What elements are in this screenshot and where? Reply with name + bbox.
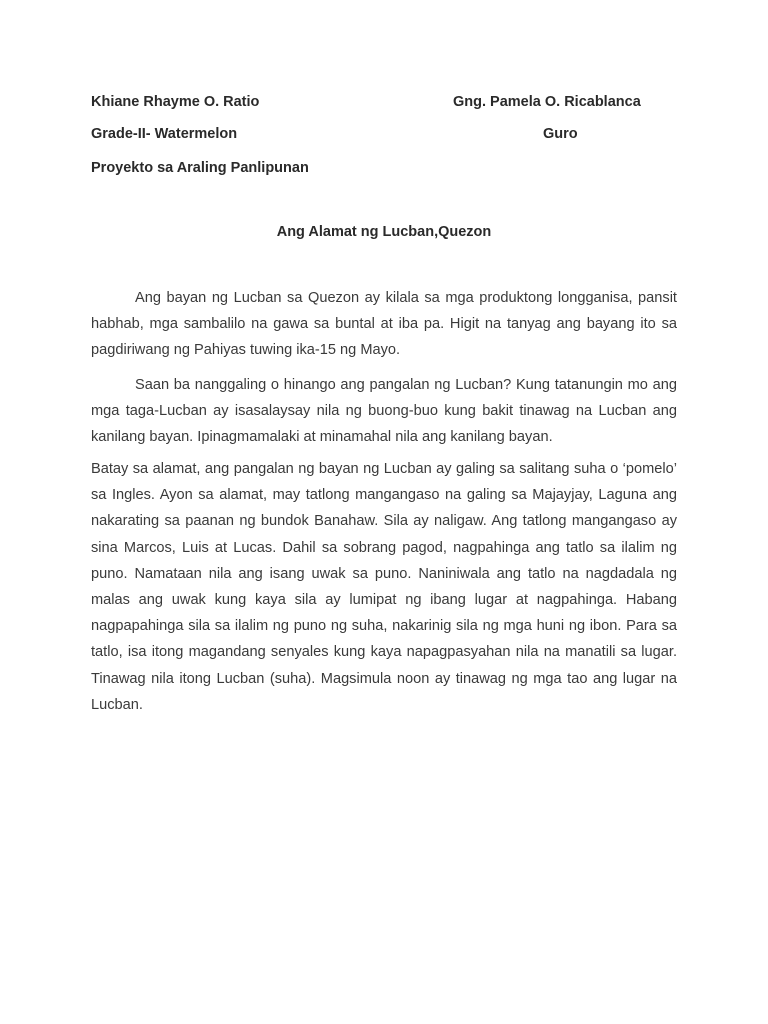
grade-section: Grade-II- Watermelon bbox=[91, 126, 238, 142]
paragraph-2: Saan ba nanggaling o hinango ang pangalan ng Lucban? Kung tatanungin mo ang mga taga-Lucban ay isasalaysay nila ng buong-buo kung bakit tinawag na Lucban ang kanilang bayan. Ipinagmamalaki at minamahal nila ang kanilang bayan. bbox=[91, 377, 677, 446]
paragraph-1: Ang bayan ng Lucban sa Quezon ay kilala sa mga produktong longganisa, pansit habhab, mga sambalilo na gawa sa buntal at iba pa. Higit na tanyag ang bayang ito sa pagdiriwang ng Pahiyas tuwing ika-15 ng Mayo. bbox=[91, 290, 677, 359]
teacher-name: Gng. Pamela O. Ricablanca bbox=[453, 94, 641, 110]
document-title: Ang Alamat ng Lucban,Quezon bbox=[276, 224, 492, 240]
project-label: Proyekto sa Araling Panlipunan bbox=[91, 160, 309, 176]
teacher-role: Guro bbox=[543, 126, 578, 142]
student-name: Khiane Rhayme O. Ratio bbox=[91, 94, 260, 110]
paragraph-3: Batay sa alamat, ang pangalan ng bayan ng Lucban ay galing sa salitang suha o ‘pomelo’ sa Ingles. Ayon sa alamat, may tatlong mangangaso na galing sa Majayjay, Laguna ang nakarating sa paanan ng bundok Banahaw. Sila ay naligaw. Ang tatlong mangangaso ay sina Marcos, Luis at Lucas. Dahil sa sobrang pagod, nagpahinga ang tatlo sa ilalim ng puno. Namataan nila ang isang uwak sa puno. Naniniwala ang tatlo na nagdadala ng malas ang uwak kung kaya sila ay lumipat ng ibang lugar at nagpahinga. Habang nagpapahinga sila sa ilalim ng puno ng suha, nakarinig sila ng mga huni ng ibon. Para sa tatlo, isa itong magandang senyales kung kaya napagpasyahan nila na manatili sa lugar. Tinawag nila itong Lucban (suha). Magsimula noon ay tinawag ng mga tao ang lugar na Lucban. bbox=[91, 461, 677, 713]
